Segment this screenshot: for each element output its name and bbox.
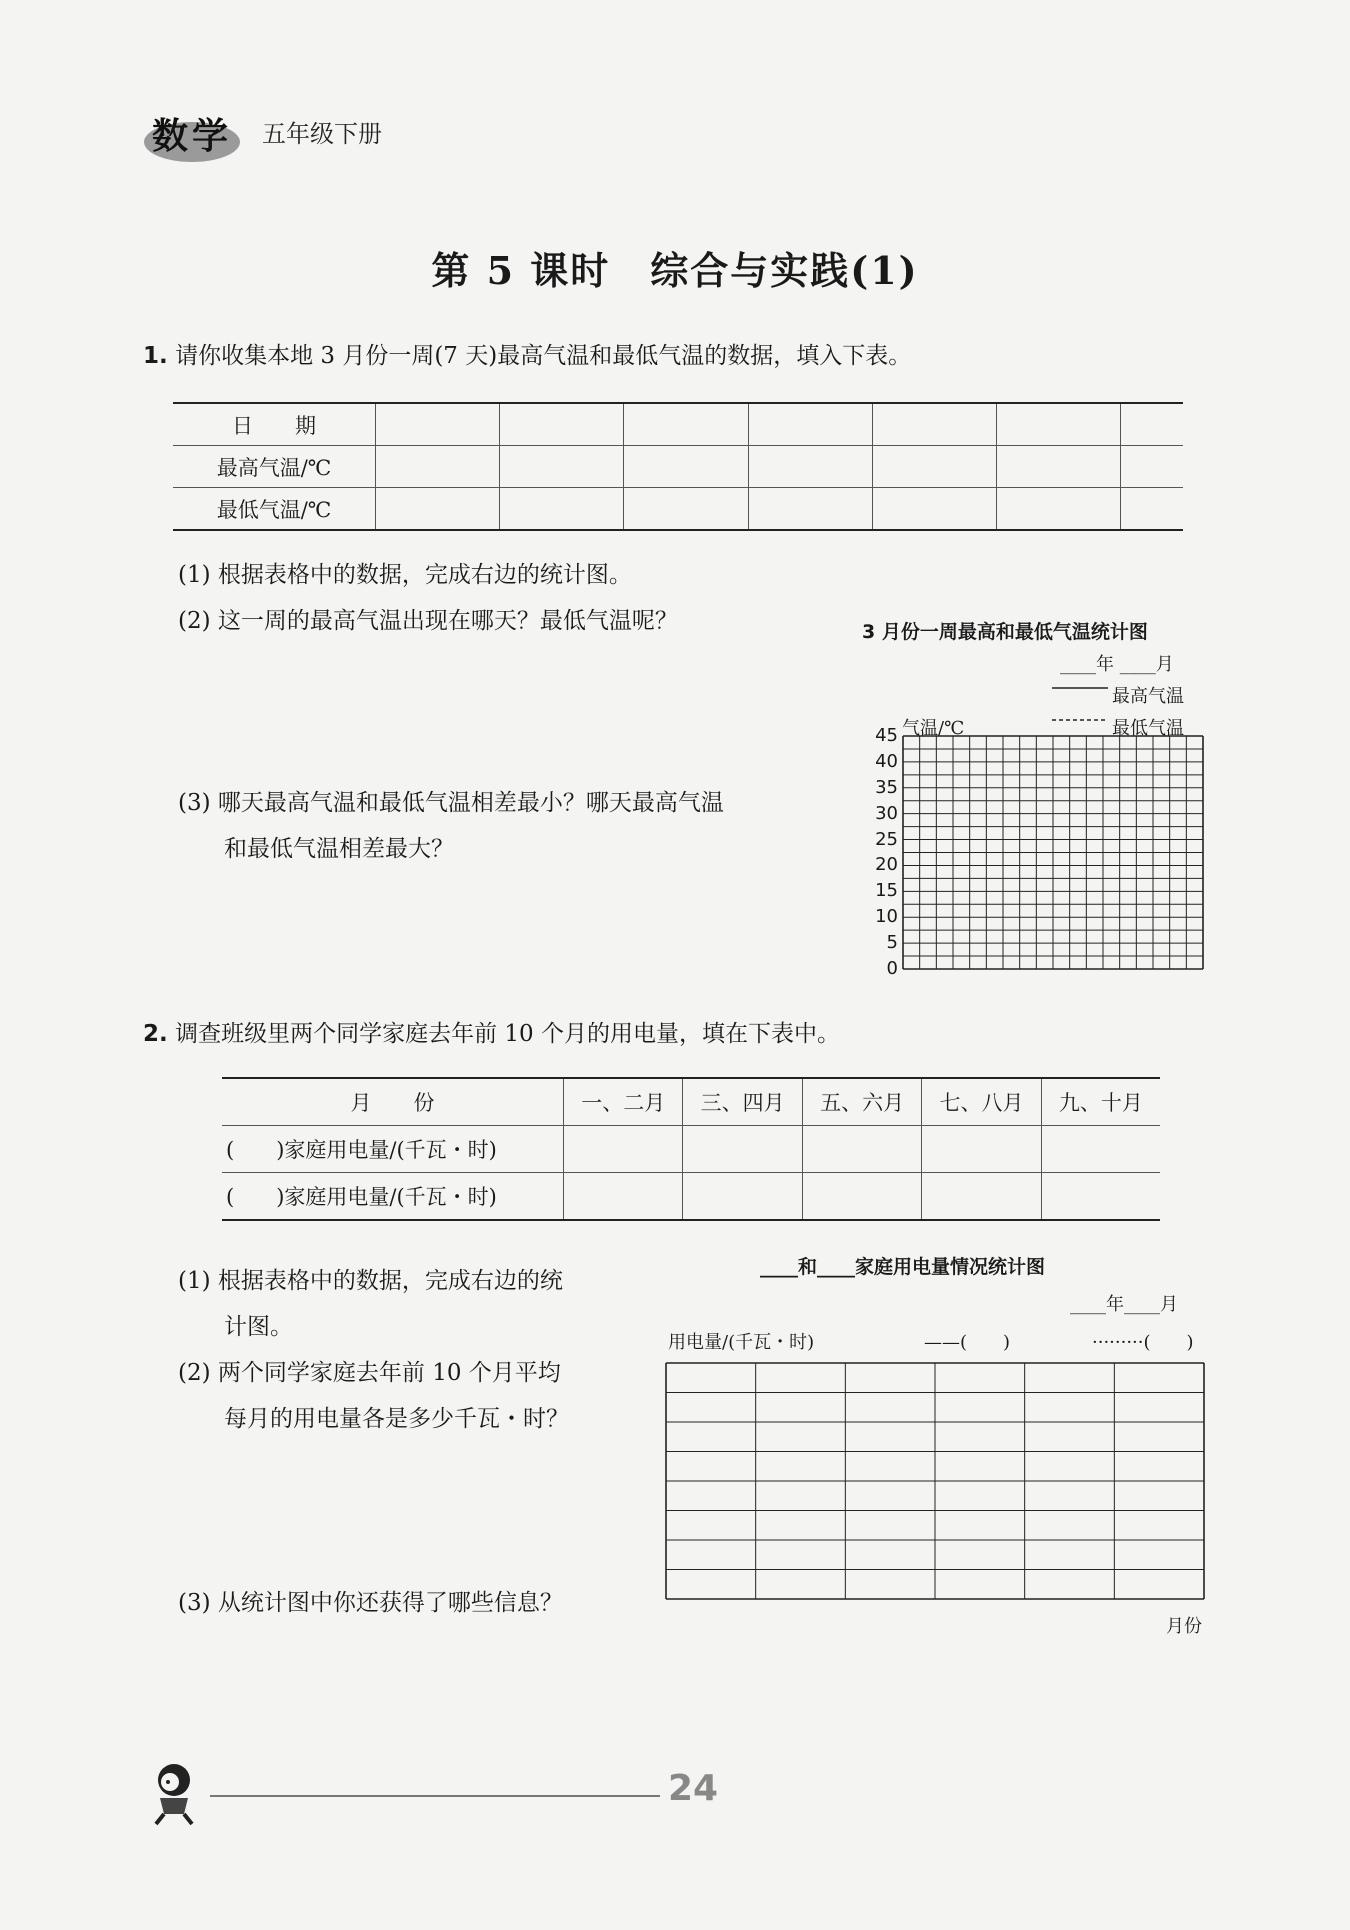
- table-cell[interactable]: [748, 403, 872, 446]
- chart2-grid: [665, 1362, 1207, 1602]
- question-text: 请你收集本地 3 月份一周(7 天)最高气温和最低气温的数据，填入下表。: [175, 343, 912, 369]
- temperature-table: [173, 402, 1183, 531]
- table-cell[interactable]: [872, 403, 996, 446]
- table-cell[interactable]: [624, 488, 748, 531]
- table-cell[interactable]: [802, 1126, 921, 1173]
- footer-rule: [210, 1795, 660, 1797]
- page-number: 24: [668, 1768, 719, 1809]
- chart2-date: ____年____月: [1070, 1294, 1178, 1315]
- table-cell[interactable]: [997, 446, 1121, 488]
- header-cell: 月 份: [222, 1078, 564, 1126]
- y-tick-label: 40: [875, 750, 898, 772]
- header-cell: 三、四月: [683, 1078, 802, 1126]
- table-cell[interactable]: [997, 403, 1121, 446]
- y-tick-label: 0: [886, 958, 898, 979]
- table-cell[interactable]: [922, 1126, 1041, 1173]
- chart1-grid: [902, 735, 1205, 971]
- table-row: [222, 1126, 1160, 1173]
- table-cell[interactable]: [1041, 1126, 1160, 1173]
- table-row: [173, 446, 1183, 488]
- y-tick-label: 5: [886, 932, 898, 954]
- q2-sub-3: (3) 从统计图中你还获得了哪些信息？: [178, 1590, 563, 1616]
- legend-high: 最高气温: [1112, 686, 1184, 707]
- chart1-date: ____年 ____月: [1060, 654, 1174, 675]
- y-tick-label: 10: [875, 906, 898, 928]
- table-cell[interactable]: [500, 403, 624, 446]
- grade-label: 五年级下册: [262, 120, 382, 148]
- header-cell: 七、八月: [922, 1078, 1041, 1126]
- table-cell[interactable]: [376, 403, 500, 446]
- q1-sub-3-cont: 和最低气温相差最大？: [224, 836, 454, 862]
- subject-label: 数学: [152, 116, 233, 157]
- table-cell[interactable]: [564, 1126, 683, 1173]
- cartoon-mascot-icon: [140, 1758, 210, 1828]
- table-cell[interactable]: [500, 488, 624, 531]
- q2-sub-1: (1) 根据表格中的数据，完成右边的统: [178, 1268, 563, 1294]
- row-header: 日 期: [173, 403, 376, 446]
- table-cell[interactable]: [1121, 403, 1183, 446]
- chart2-title: ____和____家庭用电量情况统计图: [760, 1256, 1046, 1278]
- lesson-title: 第 5 课时 综合与实践(1): [431, 248, 919, 293]
- table-cell[interactable]: [802, 1173, 921, 1221]
- legend-dotted: ·········( ): [1092, 1332, 1194, 1353]
- table-cell[interactable]: [748, 446, 872, 488]
- y-tick-label: 45: [875, 725, 898, 746]
- table-cell[interactable]: [997, 488, 1121, 531]
- table-header-row: [222, 1078, 1160, 1126]
- header-cell: 五、六月: [802, 1078, 921, 1126]
- table-cell[interactable]: [872, 446, 996, 488]
- legend-solid-line: [1052, 682, 1112, 694]
- row-header: ( )家庭用电量/(千瓦・时): [222, 1173, 564, 1221]
- table-cell[interactable]: [376, 446, 500, 488]
- chart1-title: 3 月份一周最高和最低气温统计图: [862, 621, 1148, 643]
- table-cell[interactable]: [1121, 488, 1183, 531]
- table-cell[interactable]: [1121, 446, 1183, 488]
- q2-sub-2: (2) 两个同学家庭去年前 10 个月平均: [178, 1360, 561, 1386]
- table-cell[interactable]: [683, 1173, 802, 1221]
- chart2-x-label: 月份: [1166, 1616, 1202, 1637]
- q1-sub-2: (2) 这一周的最高气温出现在哪天？最低气温呢？: [178, 608, 678, 634]
- y-tick-label: 25: [875, 828, 898, 850]
- chart1-y-label: 气温/℃: [902, 718, 965, 739]
- table-row: [173, 403, 1183, 446]
- header-cell: 九、十月: [1041, 1078, 1160, 1126]
- question-number: 2.: [143, 1021, 168, 1047]
- y-tick-label: 20: [875, 854, 898, 876]
- table-row: [222, 1173, 1160, 1221]
- legend-dashed-line: [1052, 714, 1112, 726]
- table-cell[interactable]: [564, 1173, 683, 1221]
- subject-badge: [140, 108, 250, 157]
- table-cell[interactable]: [872, 488, 996, 531]
- row-header: 最高气温/℃: [173, 446, 376, 488]
- header-cell: 一、二月: [564, 1078, 683, 1126]
- table-row: [173, 488, 1183, 531]
- question-2: [143, 1018, 840, 1050]
- electricity-table: [222, 1077, 1160, 1221]
- row-header: ( )家庭用电量/(千瓦・时): [222, 1126, 564, 1173]
- row-header: 最低气温/℃: [173, 488, 376, 531]
- table-cell[interactable]: [624, 403, 748, 446]
- q2-sub-2-cont: 每月的用电量各是多少千瓦・时？: [224, 1406, 569, 1432]
- q1-sub-3: (3) 哪天最高气温和最低气温相差最小？哪天最高气温: [178, 790, 724, 816]
- table-cell[interactable]: [922, 1173, 1041, 1221]
- y-tick-label: 30: [875, 802, 898, 824]
- table-cell[interactable]: [500, 446, 624, 488]
- y-tick-label: 15: [875, 880, 898, 902]
- table-cell[interactable]: [376, 488, 500, 531]
- table-cell[interactable]: [683, 1126, 802, 1173]
- question-text: 调查班级里两个同学家庭去年前 10 个月的用电量，填在下表中。: [175, 1021, 840, 1047]
- y-tick-label: 35: [875, 776, 898, 798]
- question-number: 1.: [143, 343, 168, 369]
- table-cell[interactable]: [624, 446, 748, 488]
- legend-solid: ——( ): [924, 1332, 1011, 1353]
- chart2-y-label: 用电量/(千瓦・时): [668, 1332, 815, 1353]
- q2-sub-1-cont: 计图。: [224, 1314, 293, 1340]
- table-cell[interactable]: [1041, 1173, 1160, 1221]
- q1-sub-1: (1) 根据表格中的数据，完成右边的统计图。: [178, 562, 632, 588]
- table-cell[interactable]: [748, 488, 872, 531]
- legend-low: 最低气温: [1112, 718, 1184, 739]
- question-1: [143, 340, 911, 372]
